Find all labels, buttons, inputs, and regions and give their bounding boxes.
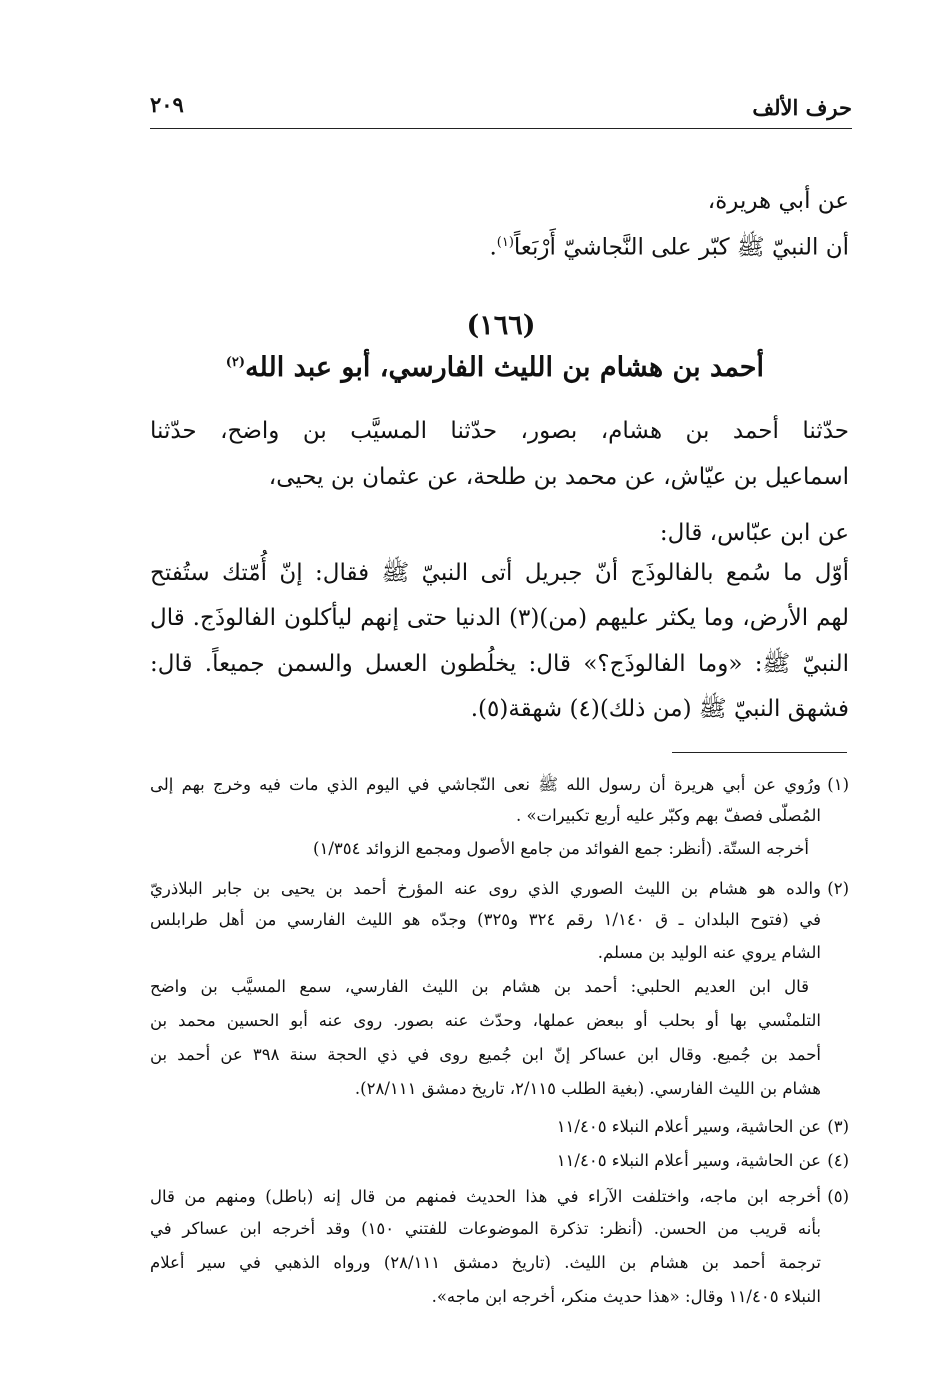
footnote-1-line-2: المُصلّى فصفّ بهم وكبّر عليه أربع تكبيرات» .	[515, 806, 821, 825]
entry-title	[226, 352, 764, 383]
previous-entry-line-2	[489, 222, 849, 269]
header-rule	[150, 128, 852, 129]
footnote-5-line-1: أخرجه ابن ماجه، واختلفت الآراء في هذا الحديث فمنهم من قال إنه (باطل) ومنهم من قال	[150, 1187, 821, 1206]
footnote-ref-2[interactable]: (٢)	[225, 355, 246, 370]
previous-entry-line-1: عن أبي هريرة،	[707, 188, 849, 214]
footnote-3-line-1: عن الحاشية، وسير أعلام النبلاء ١١/٤٠٥	[556, 1117, 821, 1136]
matn-line-2: لهم الأرض، وما يكثر عليهم (من)(٣) الدنيا حتى إنهم ليأكلون الفالوذَج. قال	[150, 605, 849, 631]
footnote-mark-2: (٢)	[827, 879, 849, 898]
footnote-2-extra-2: التلمنْسي بها أو بحلب أو ببعض عملها، وحدّث عنه بصور. روى عنه أبو الحسين محمد بن	[150, 1011, 821, 1030]
footnote-mark-3: (٣)	[827, 1117, 849, 1136]
footnote-2-extra-4: هشام بن الليث الفارسي. (بغية الطلب ٢/١١٥، تاريخ دمشق ٢٨/١١١).	[354, 1079, 821, 1098]
footnote-mark-5: (٥)	[827, 1187, 849, 1206]
footnote-5-line-2: بأنه قريب من الحسن. (أنظر: تذكرة الموضوعات للفتني ١٥٠) وقد أخرجه ابن عساكر في	[150, 1219, 821, 1238]
footnote-2-extra-1: قال ابن العديم الحلبي: أحمد بن هشام بن الليث الفارسي، سمع المسيَّب بن واضح	[150, 977, 809, 996]
footnote-5-line-3: ترجمة أحمد بن هشام بن الليث. (تاريخ دمشق ٢٨/١١١) ورواه الذهبي في سير أعلام	[150, 1253, 821, 1272]
previous-entry-end: .	[489, 234, 497, 261]
footnote-1-extra-1: أخرجه الستّة. (أنظر: جمع الفوائد من جامع الأصول ومجمع الزوائد ١/٣٥٤)	[313, 839, 809, 858]
footnote-2-extra-3: أحمد بن جُميع. وقال ابن عساكر إنّ ابن جُميع روى في ذي الحجة سنة ٣٩٨ عن أحمد بن	[150, 1045, 821, 1064]
matn-line-1: أوّل ما سُمع بالفالوذَج أنّ جبريل أتى النبيّ ﷺ فقال: إنّ أُمّتك ستُفتح	[150, 560, 849, 586]
page-number: ٢٠٩	[150, 92, 184, 117]
matn-line-4: فشهق النبيّ ﷺ (من ذلك)(٤) شهقة(٥).	[470, 696, 849, 722]
footnote-2-line-2: في (فتوح البلدان ـ ق ١/١٤٠ رقم ٣٢٤ و٣٢٥) وجدّه هو الليث الفارسي من أهل طرابلس	[150, 910, 821, 929]
footnote-5-line-4: النبلاء ١١/٤٠٥ وقال: «هذا حديث منكر، أخرجه ابن ماجه».	[431, 1287, 821, 1306]
footnote-1-line-1: ورُوي عن أبي هريرة أن رسول الله ﷺ نعى النّجاشي في اليوم الذي مات فيه وخرج بهم إلى	[150, 775, 821, 794]
entry-title-text: أحمد بن هشام بن الليث الفارسي، أبو عبد الله	[245, 352, 764, 383]
footnote-mark-4: (٤)	[827, 1151, 849, 1170]
footnote-rule	[672, 752, 847, 753]
footnote-mark-1: (١)	[827, 775, 849, 794]
previous-entry-text: أن النبيّ ﷺ كبّر على النَّجاشيّ أَرْبَعاً	[513, 234, 849, 261]
isnad-line-2: اسماعيل بن عيّاش، عن محمد بن طلحة، عن عثمان بن يحيى،	[268, 464, 849, 490]
narrator-line: عن ابن عبّاس، قال:	[659, 520, 849, 546]
isnad-line-1: حدّثنا أحمد بن هشام، بصور، حدّثنا المسيَّب بن واضح، حدّثنا	[150, 418, 849, 444]
footnote-4-line-1: عن الحاشية، وسير أعلام النبلاء ١١/٤٠٥	[556, 1151, 821, 1170]
entry-number: (١٦٦)	[466, 310, 536, 341]
footnote-2-line-3: الشام يروي عنه الوليد بن مسلم.	[597, 943, 821, 962]
footnote-ref-1[interactable]: (١)	[496, 235, 514, 250]
running-title: حرف الألف	[752, 95, 852, 120]
footnote-2-line-1: والده هو هشام بن الليث الصوري الذي روى عنه المؤرخ أحمد بن يحيى بن جابر البلاذريّ	[150, 879, 821, 898]
matn-line-3: النبيّ ﷺ: «وما الفالوذَج؟» قال: يخلُطون العسل والسمن جميعاً. قال:	[150, 651, 849, 677]
